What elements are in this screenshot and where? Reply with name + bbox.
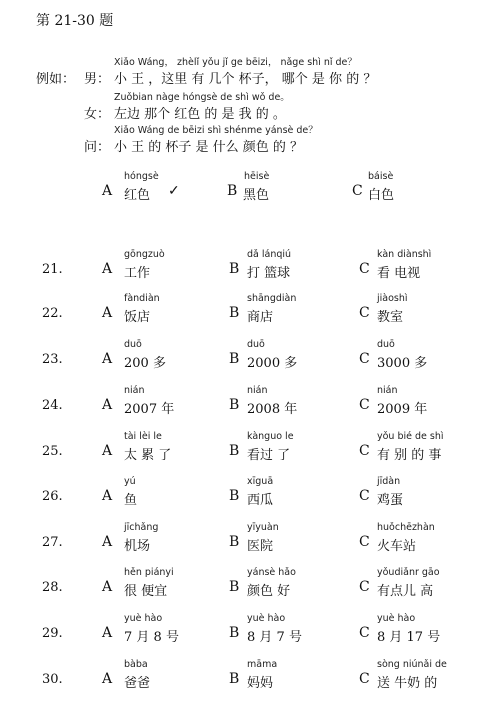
option-text: 黑色	[243, 188, 270, 203]
question-number: 27.	[42, 535, 63, 550]
question-number: 26.	[42, 489, 63, 504]
speaker-label: 问：	[84, 140, 111, 155]
option-pinyin: yuè hào	[247, 613, 286, 624]
option-pinyin: duō	[377, 339, 395, 350]
option-pinyin: yǒudiǎnr gāo	[377, 567, 440, 578]
option-text: 7 月 8 号	[124, 630, 179, 645]
option-letter[interactable]: A	[102, 579, 113, 595]
question-number: 28.	[42, 580, 63, 595]
option-text: 打 篮球	[247, 266, 291, 281]
option-pinyin: sòng niúnǎi de	[377, 659, 447, 670]
option-text: 工作	[124, 266, 151, 281]
option-letter[interactable]: B	[229, 488, 240, 504]
option-pinyin: yú	[124, 476, 136, 487]
option-text: 2000 多	[247, 356, 298, 371]
option-letter[interactable]: C	[359, 579, 370, 595]
option-text: 200 多	[124, 356, 166, 371]
option-text: 白色	[368, 188, 395, 203]
option-text: 火车站	[377, 539, 417, 554]
option-letter[interactable]: A	[102, 443, 113, 459]
option-pinyin: gōngzuò	[124, 249, 165, 260]
option-text: 3000 多	[377, 356, 428, 371]
option-pinyin: jīchǎng	[124, 522, 159, 533]
option-text: 8 月 7 号	[247, 630, 302, 645]
question-number: 21.	[42, 262, 63, 277]
option-letter[interactable]: C	[359, 534, 370, 550]
option-text: 颜色 好	[247, 584, 291, 599]
option-text: 看过 了	[247, 448, 291, 463]
example-label: 例如：	[36, 72, 76, 87]
option-letter[interactable]: C	[359, 351, 370, 367]
option-pinyin: kànguo le	[247, 431, 294, 442]
speaker-label: 男：	[84, 72, 111, 87]
option-pinyin: báisè	[368, 171, 394, 182]
option-pinyin: dǎ lánqiú	[247, 249, 292, 260]
example-line-pinyin: Zuǒbian nàge hóngsè de shì wǒ de。	[114, 92, 290, 103]
question-number: 22.	[42, 306, 63, 321]
option-text: 饭店	[124, 310, 151, 325]
option-letter[interactable]: A	[102, 625, 113, 641]
option-pinyin: fàndiàn	[124, 293, 160, 304]
option-pinyin: bàba	[124, 659, 148, 670]
option-text: 教室	[377, 310, 404, 325]
option-text: 送 牛奶 的	[377, 676, 438, 691]
option-letter[interactable]: C	[359, 625, 370, 641]
option-text: 8 月 17 号	[377, 630, 441, 645]
option-letter[interactable]: B	[229, 579, 240, 595]
option-letter[interactable]: C	[359, 261, 370, 277]
option-pinyin: xīguā	[247, 476, 274, 487]
option-pinyin: hóngsè	[124, 171, 159, 182]
option-letter[interactable]: A	[102, 488, 113, 504]
option-text: 机场	[124, 539, 151, 554]
option-pinyin: yánsè hǎo	[247, 567, 296, 578]
option-text: 看 电视	[377, 266, 421, 281]
option-letter[interactable]: B	[229, 305, 240, 321]
check-mark-icon: ✓	[168, 183, 180, 199]
option-letter[interactable]: B	[229, 534, 240, 550]
example-line-pinyin: Xiǎo Wáng， zhèlǐ yǒu jǐ ge bēizi， nǎge shì nǐ de？	[114, 57, 357, 68]
option-pinyin: jīdàn	[377, 476, 401, 487]
option-text: 2007 年	[124, 402, 175, 417]
option-letter: B	[227, 183, 238, 199]
example-line-hanzi: 小 王 ，这里 有 几个 杯子， 哪个 是 你 的 ？	[114, 72, 377, 87]
option-pinyin: nián	[124, 385, 145, 396]
option-text: 西瓜	[247, 493, 274, 508]
option-letter[interactable]: A	[102, 261, 113, 277]
option-letter[interactable]: A	[102, 534, 113, 550]
option-letter[interactable]: B	[229, 397, 240, 413]
option-pinyin: yǒu bié de shì	[377, 431, 444, 442]
option-letter[interactable]: B	[229, 351, 240, 367]
question-number: 29.	[42, 626, 63, 641]
example-line-pinyin: Xiǎo Wáng de bēizi shì shénme yánsè de？	[114, 125, 318, 136]
option-letter[interactable]: B	[229, 261, 240, 277]
option-letter[interactable]: C	[359, 443, 370, 459]
option-letter[interactable]: B	[229, 625, 240, 641]
option-pinyin: nián	[377, 385, 398, 396]
option-pinyin: huǒchēzhàn	[377, 522, 435, 533]
option-letter[interactable]: A	[102, 671, 113, 687]
option-letter[interactable]: B	[229, 671, 240, 687]
option-text: 很 便宜	[124, 584, 168, 599]
option-pinyin: nián	[247, 385, 268, 396]
option-pinyin: hěn piányi	[124, 567, 174, 578]
option-pinyin: yīyuàn	[247, 522, 279, 533]
section-title: 第 21-30 题	[36, 13, 114, 29]
option-letter: C	[352, 183, 363, 199]
option-letter[interactable]: C	[359, 397, 370, 413]
option-letter[interactable]: C	[359, 671, 370, 687]
option-text: 有 别 的 事	[377, 448, 442, 463]
option-pinyin: duō	[247, 339, 265, 350]
option-pinyin: yuè hào	[124, 613, 163, 624]
option-pinyin: māma	[247, 659, 278, 670]
option-letter[interactable]: A	[102, 351, 113, 367]
option-pinyin: yuè hào	[377, 613, 416, 624]
option-text: 2008 年	[247, 402, 298, 417]
question-number: 25.	[42, 444, 63, 459]
option-text: 太 累 了	[124, 448, 172, 463]
option-text: 鱼	[124, 493, 138, 508]
option-text: 妈妈	[247, 676, 274, 691]
question-number: 30.	[42, 672, 63, 687]
option-pinyin: kàn diànshì	[377, 249, 432, 260]
option-letter[interactable]: B	[229, 443, 240, 459]
speaker-label: 女：	[84, 107, 111, 122]
question-number: 24.	[42, 398, 63, 413]
option-letter[interactable]: A	[102, 305, 113, 321]
option-letter[interactable]: C	[359, 488, 370, 504]
question-number: 23.	[42, 352, 63, 367]
option-pinyin: duō	[124, 339, 142, 350]
option-pinyin: jiàoshì	[377, 293, 408, 304]
option-pinyin: shāngdiàn	[247, 293, 297, 304]
option-pinyin: tài lèi le	[124, 431, 162, 442]
option-text: 有点儿 高	[377, 584, 434, 599]
option-text: 爸爸	[124, 676, 151, 691]
option-text: 红色	[124, 188, 151, 203]
example-line-hanzi: 左边 那个 红色 的 是 我 的 。	[114, 107, 286, 122]
option-letter: A	[102, 183, 113, 199]
option-letter[interactable]: C	[359, 305, 370, 321]
option-pinyin: hēisè	[244, 171, 270, 182]
option-letter[interactable]: A	[102, 397, 113, 413]
option-text: 商店	[247, 310, 274, 325]
option-text: 鸡蛋	[377, 493, 404, 508]
option-text: 2009 年	[377, 402, 428, 417]
example-line-hanzi: 小 王 的 杯子 是 什么 颜色 的 ？	[114, 140, 304, 155]
option-text: 医院	[247, 539, 274, 554]
